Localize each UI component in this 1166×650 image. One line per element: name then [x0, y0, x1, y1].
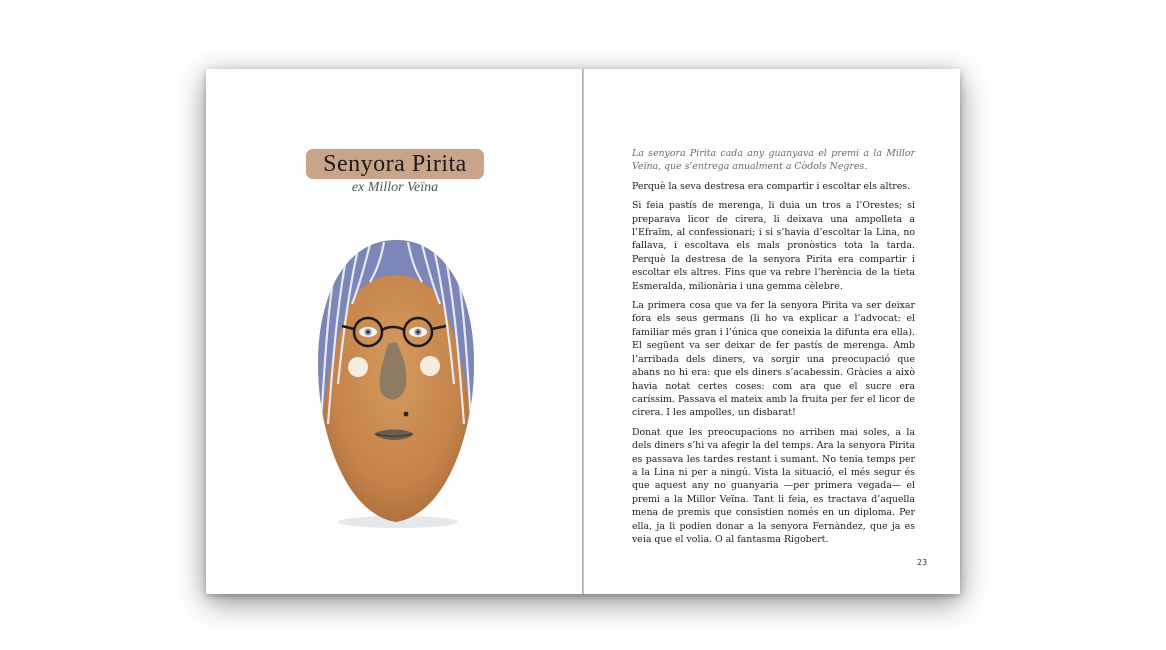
paragraph-4: Donat que les preocupacions no arriben mai soles, a la dels diners s’hi va afegir la del temps. Ara la senyora Pirita es passava les tardes restant i sumant. No tenia temps per a la Lina ni per a ningú. Vista la situació, el més segur és que aquest any no guanyaria —per primera vegada— el premi a la Millor Veïna. Tant li feia, es tractava d’aquella mena de premis que consistien només en un diploma. Per ella, ja li podien donar a la senyora Fernàndez, que ja es veia que el volia. O al fantasma Rigobert. — [632, 426, 915, 545]
page-subtitle: ex Millor Veïna — [351, 180, 439, 195]
open-book — [206, 69, 960, 594]
paragraph-1: Perquè la seva destresa era compartir i escoltar els altres. — [632, 180, 911, 192]
page-number: 23 — [917, 558, 928, 567]
painted-stone-face-illustration — [306, 234, 486, 529]
paragraph-2: Si feia pastís de merenga, li duia un tros a l’Orestes; si preparava licor de cirera, li deixava una ampolleta a l’Efraïm, al confessionari; i si s’havia d’escoltar la Lina, no fallava, i escoltava els mals pronòstics tota la tarda. Perquè la destresa de la senyora Pirita era compartir i escoltar els altres. Fins que va rebre l’herència de la tieta Esmeralda, milionària i una gemma cèlebre. — [632, 200, 915, 292]
page-title: Senyora Pirita — [323, 151, 467, 177]
left-page — [206, 69, 583, 594]
intro-paragraph: La senyora Pirita cada any guanyava el premi a la Millor Veïna, que s’entrega anualment a Còdols Negres. — [632, 148, 915, 173]
story-text — [632, 147, 915, 552]
right-page — [584, 69, 960, 594]
paragraph-3: La primera cosa que va fer la senyora Pirita va ser deixar fora els seus germans (li ho va explicar a l’advocat: el familiar més gran i l’única que coneixia la difunta era ella). El següent va ser deixar de fer pastís de merenga. Amb l’arribada dels diners, va sorgir una preocupació que abans no hi era: que els diners s’acabessin. Gràcies a això havia notat certes coses: com ara que el sucre era caríssim. Passava el mateix amb la fruita per fer el licor de cirera. I les ampolles, un disbarat! — [632, 300, 915, 419]
